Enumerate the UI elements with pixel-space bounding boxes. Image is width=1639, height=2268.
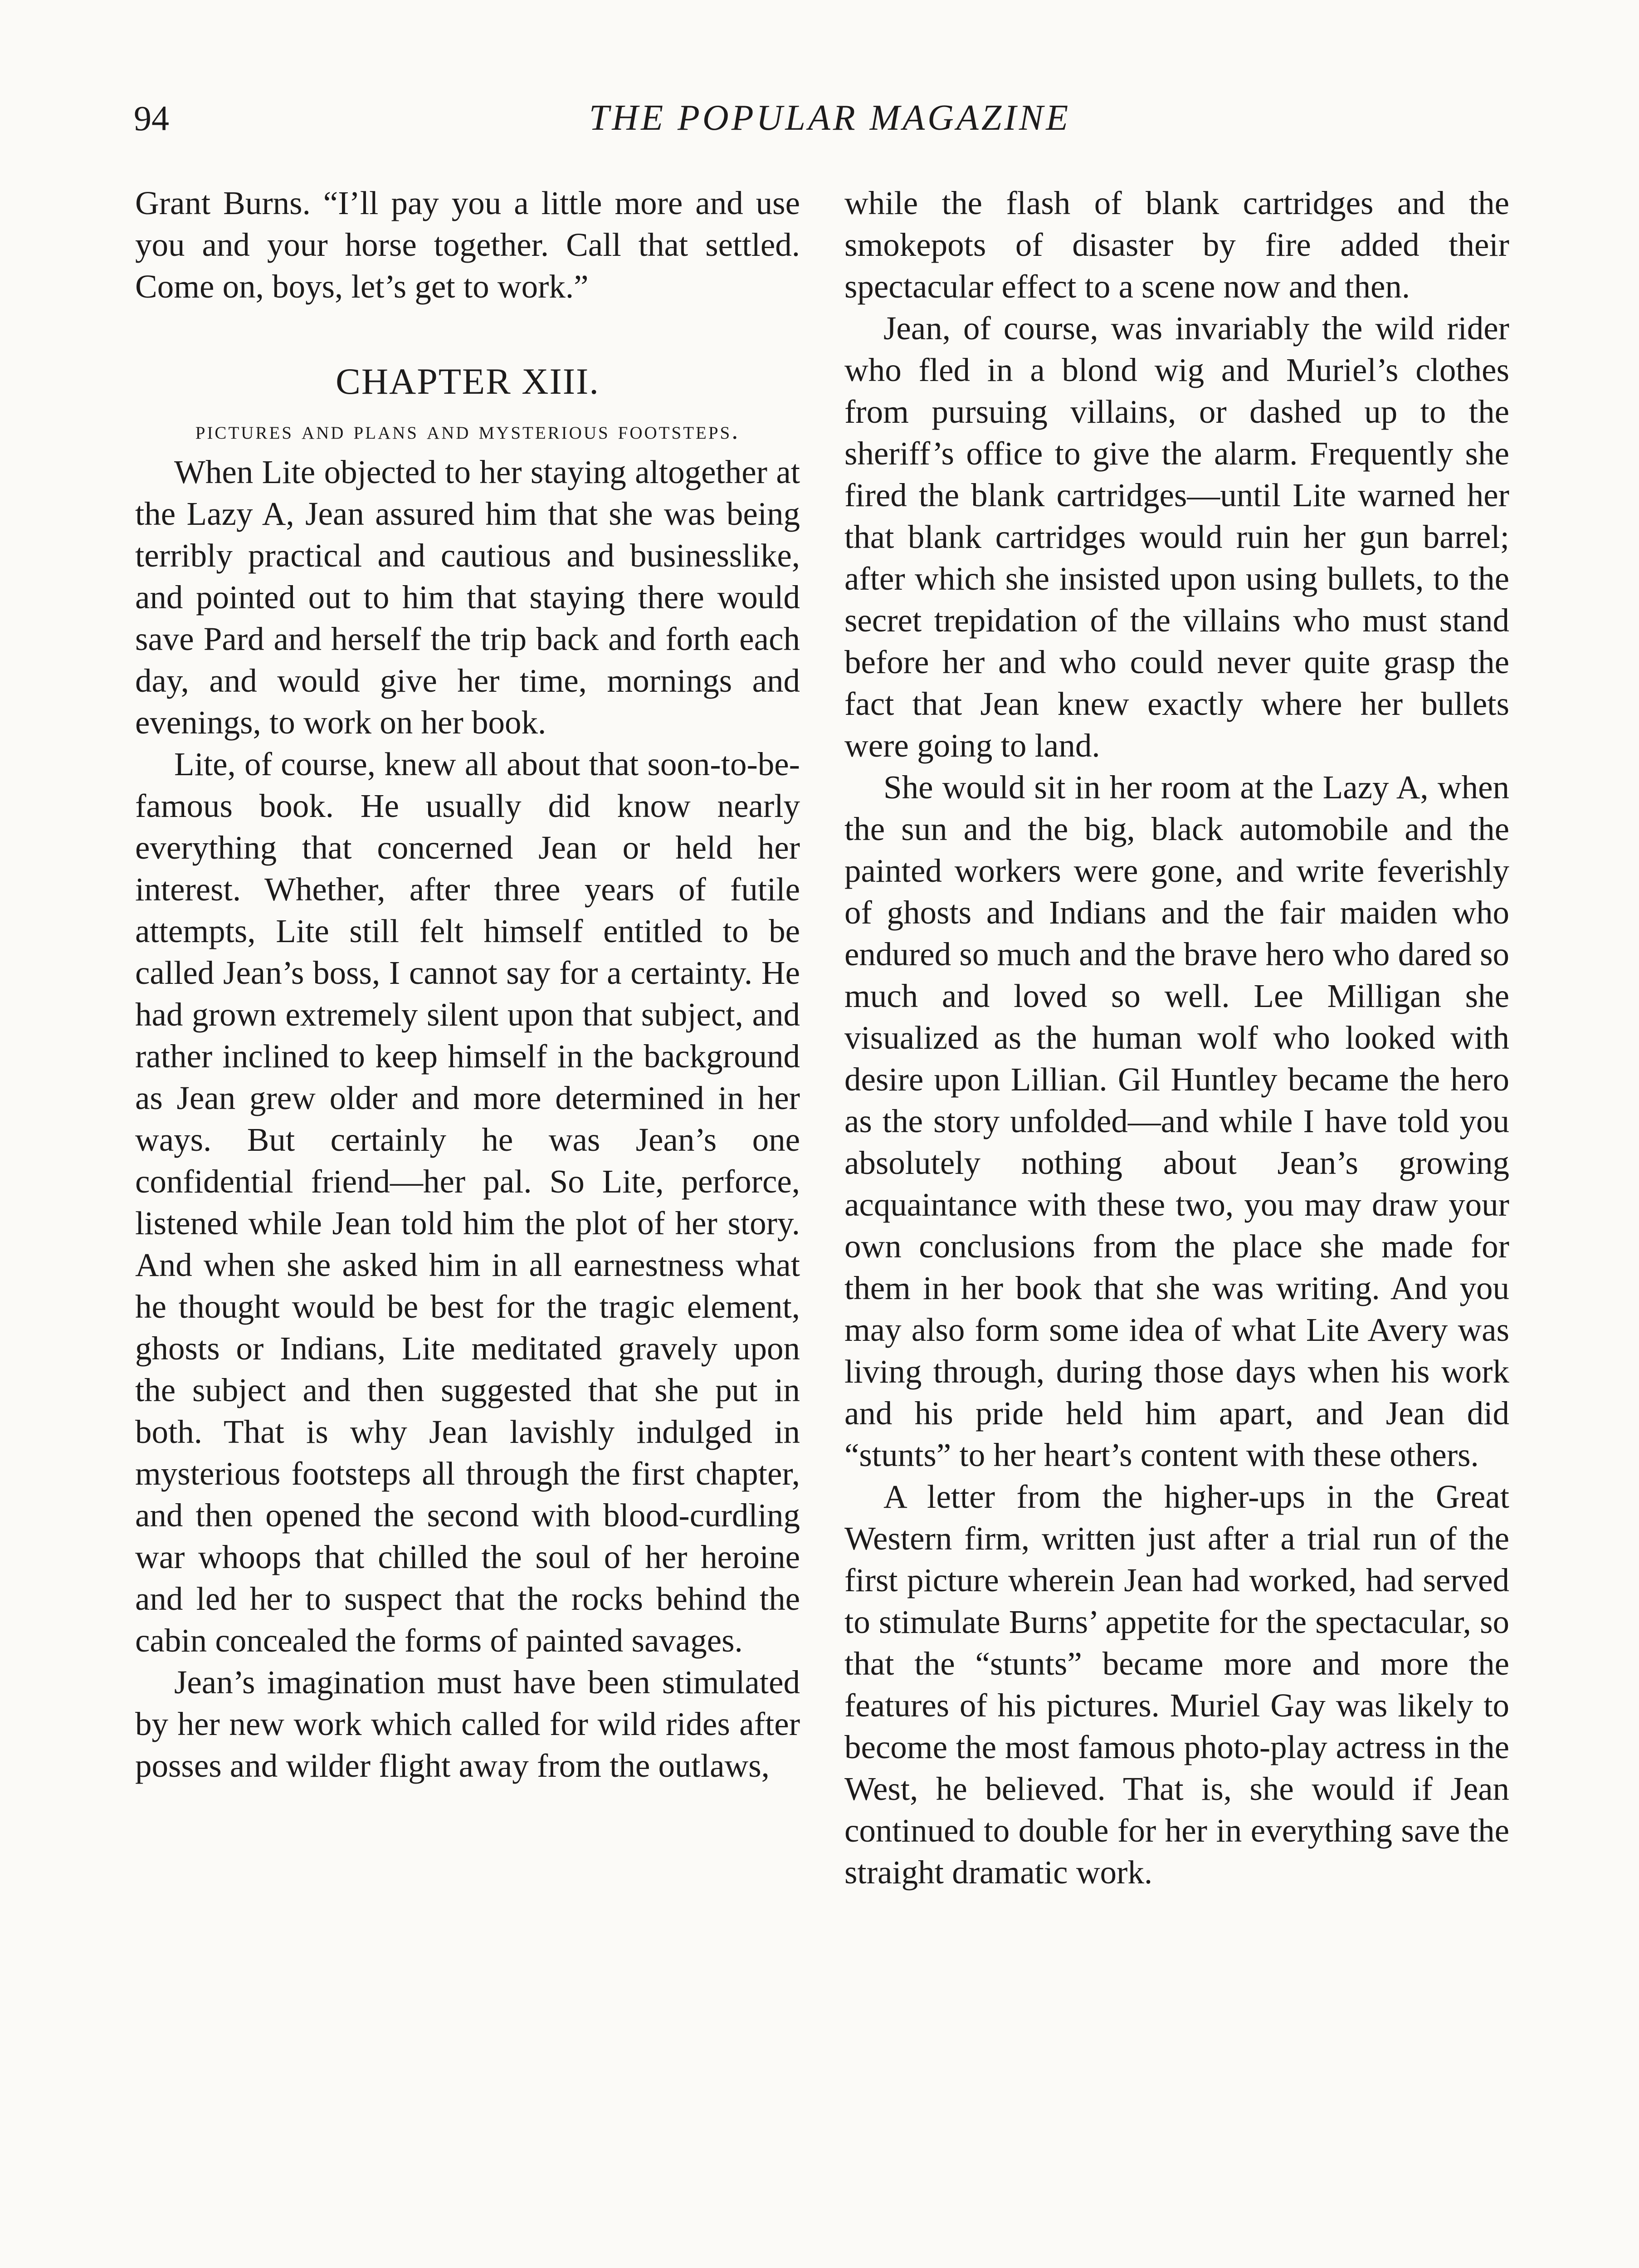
chapter-subtitle: pictures and plans and mysterious footsteps. bbox=[195, 416, 740, 445]
left-paragraph: When Lite objected to her staying altogether at the Lazy A, Jean assured him that she was being terribly practical and cautious and businesslike, and pointed out to him that staying there would save Pard and herself the trip back and forth each day, and would give her time, mornings and evenings, to work on her book. bbox=[135, 454, 800, 741]
right-opening-paragraph: while the flash of blank cartridges and the smokepots of disaster by fire added their spectacular effect to a scene now and then. bbox=[844, 185, 1509, 305]
right-column bbox=[844, 182, 1509, 1893]
running-head: THE POPULAR MAGAZINE bbox=[589, 98, 1071, 138]
left-paragraph: Lite, of course, knew all about that soon-to-be-famous book. He usually did know nearly everything that concerned Jean or held her interest. Whether, after three years of futile attempts, Lite still felt himself entitled to be called Jean’s boss, I cannot say for a certainty. He had grown extremely silent upon that subject, and rather inclined to keep himself in the background as Jean grew older and more determined in her ways. But certainly he was Jean’s one confidential friend—her pal. So Lite, perforce, listened while Jean told him the plot of her story. And when she asked him in all earnestness what he thought would be best for the tragic element, ghosts or Indians, Lite meditated gravely upon the subject and then suggested that she put in both. That is why Jean lavishly indulged in mysterious footsteps all through the first chapter, and then opened the second with blood-curdling war whoops that chilled the soul of her heroine and led her to suspect that the rocks behind the cabin concealed the forms of painted savages. bbox=[135, 746, 800, 1659]
left-column bbox=[135, 182, 800, 1787]
right-paragraph: A letter from the higher-ups in the Great Western firm, written just after a trial run of the first picture wherein Jean had worked, had served to stimulate Burns’ appetite for the spectacular, so that the “stunts” became more and more the features of his pictures. Muriel Gay was likely to become the most famous photo-play actress in the West, he believed. That is, she would if Jean continued to double for her in everything save the straight dramatic work. bbox=[844, 1478, 1509, 1891]
right-paragraph: She would sit in her room at the Lazy A, when the sun and the big, black automobile and the painted workers were gone, and write feverishly of ghosts and Indians and the fair maiden who endured so much and the brave hero who dared so much and loved so well. Lee Milligan she visualized as the human wolf who looked with desire upon Lillian. Gil Huntley became the hero as the story unfolded—and while I have told you absolutely nothing about Jean’s growing acquaintance with these two, you may draw your own conclusions from the place she made for them in her book that she was writing. And you may also form some idea of what Lite Avery was living through, during those days when his work and his pride held him apart, and Jean did “stunts” to her heart’s content with these others. bbox=[844, 769, 1509, 1473]
page-number: 94 bbox=[134, 98, 169, 138]
chapter-heading: CHAPTER XIII. bbox=[336, 361, 600, 402]
right-paragraph: Jean, of course, was invariably the wild rider who fled in a blond wig and Muriel’s clothes from pursuing villains, or dashed up to the sheriff’s office to give the alarm. Frequently she fired the blank cartridges—until Lite warned her that blank cartridges would ruin her gun barrel; after which she insisted upon using bullets, to the secret trepidation of the villains who must stand before her and who could never quite grasp the fact that Jean knew exactly where her bullets were going to land. bbox=[844, 310, 1509, 764]
left-paragraph: Jean’s imagination must have been stimulated by her new work which called for wild rides after posses and wilder flight away from the outlaws, bbox=[135, 1664, 800, 1784]
left-opening-paragraph: Grant Burns. “I’ll pay you a little more and use you and your horse together. Call that settled. Come on, boys, let’s get to work.” bbox=[135, 185, 800, 305]
